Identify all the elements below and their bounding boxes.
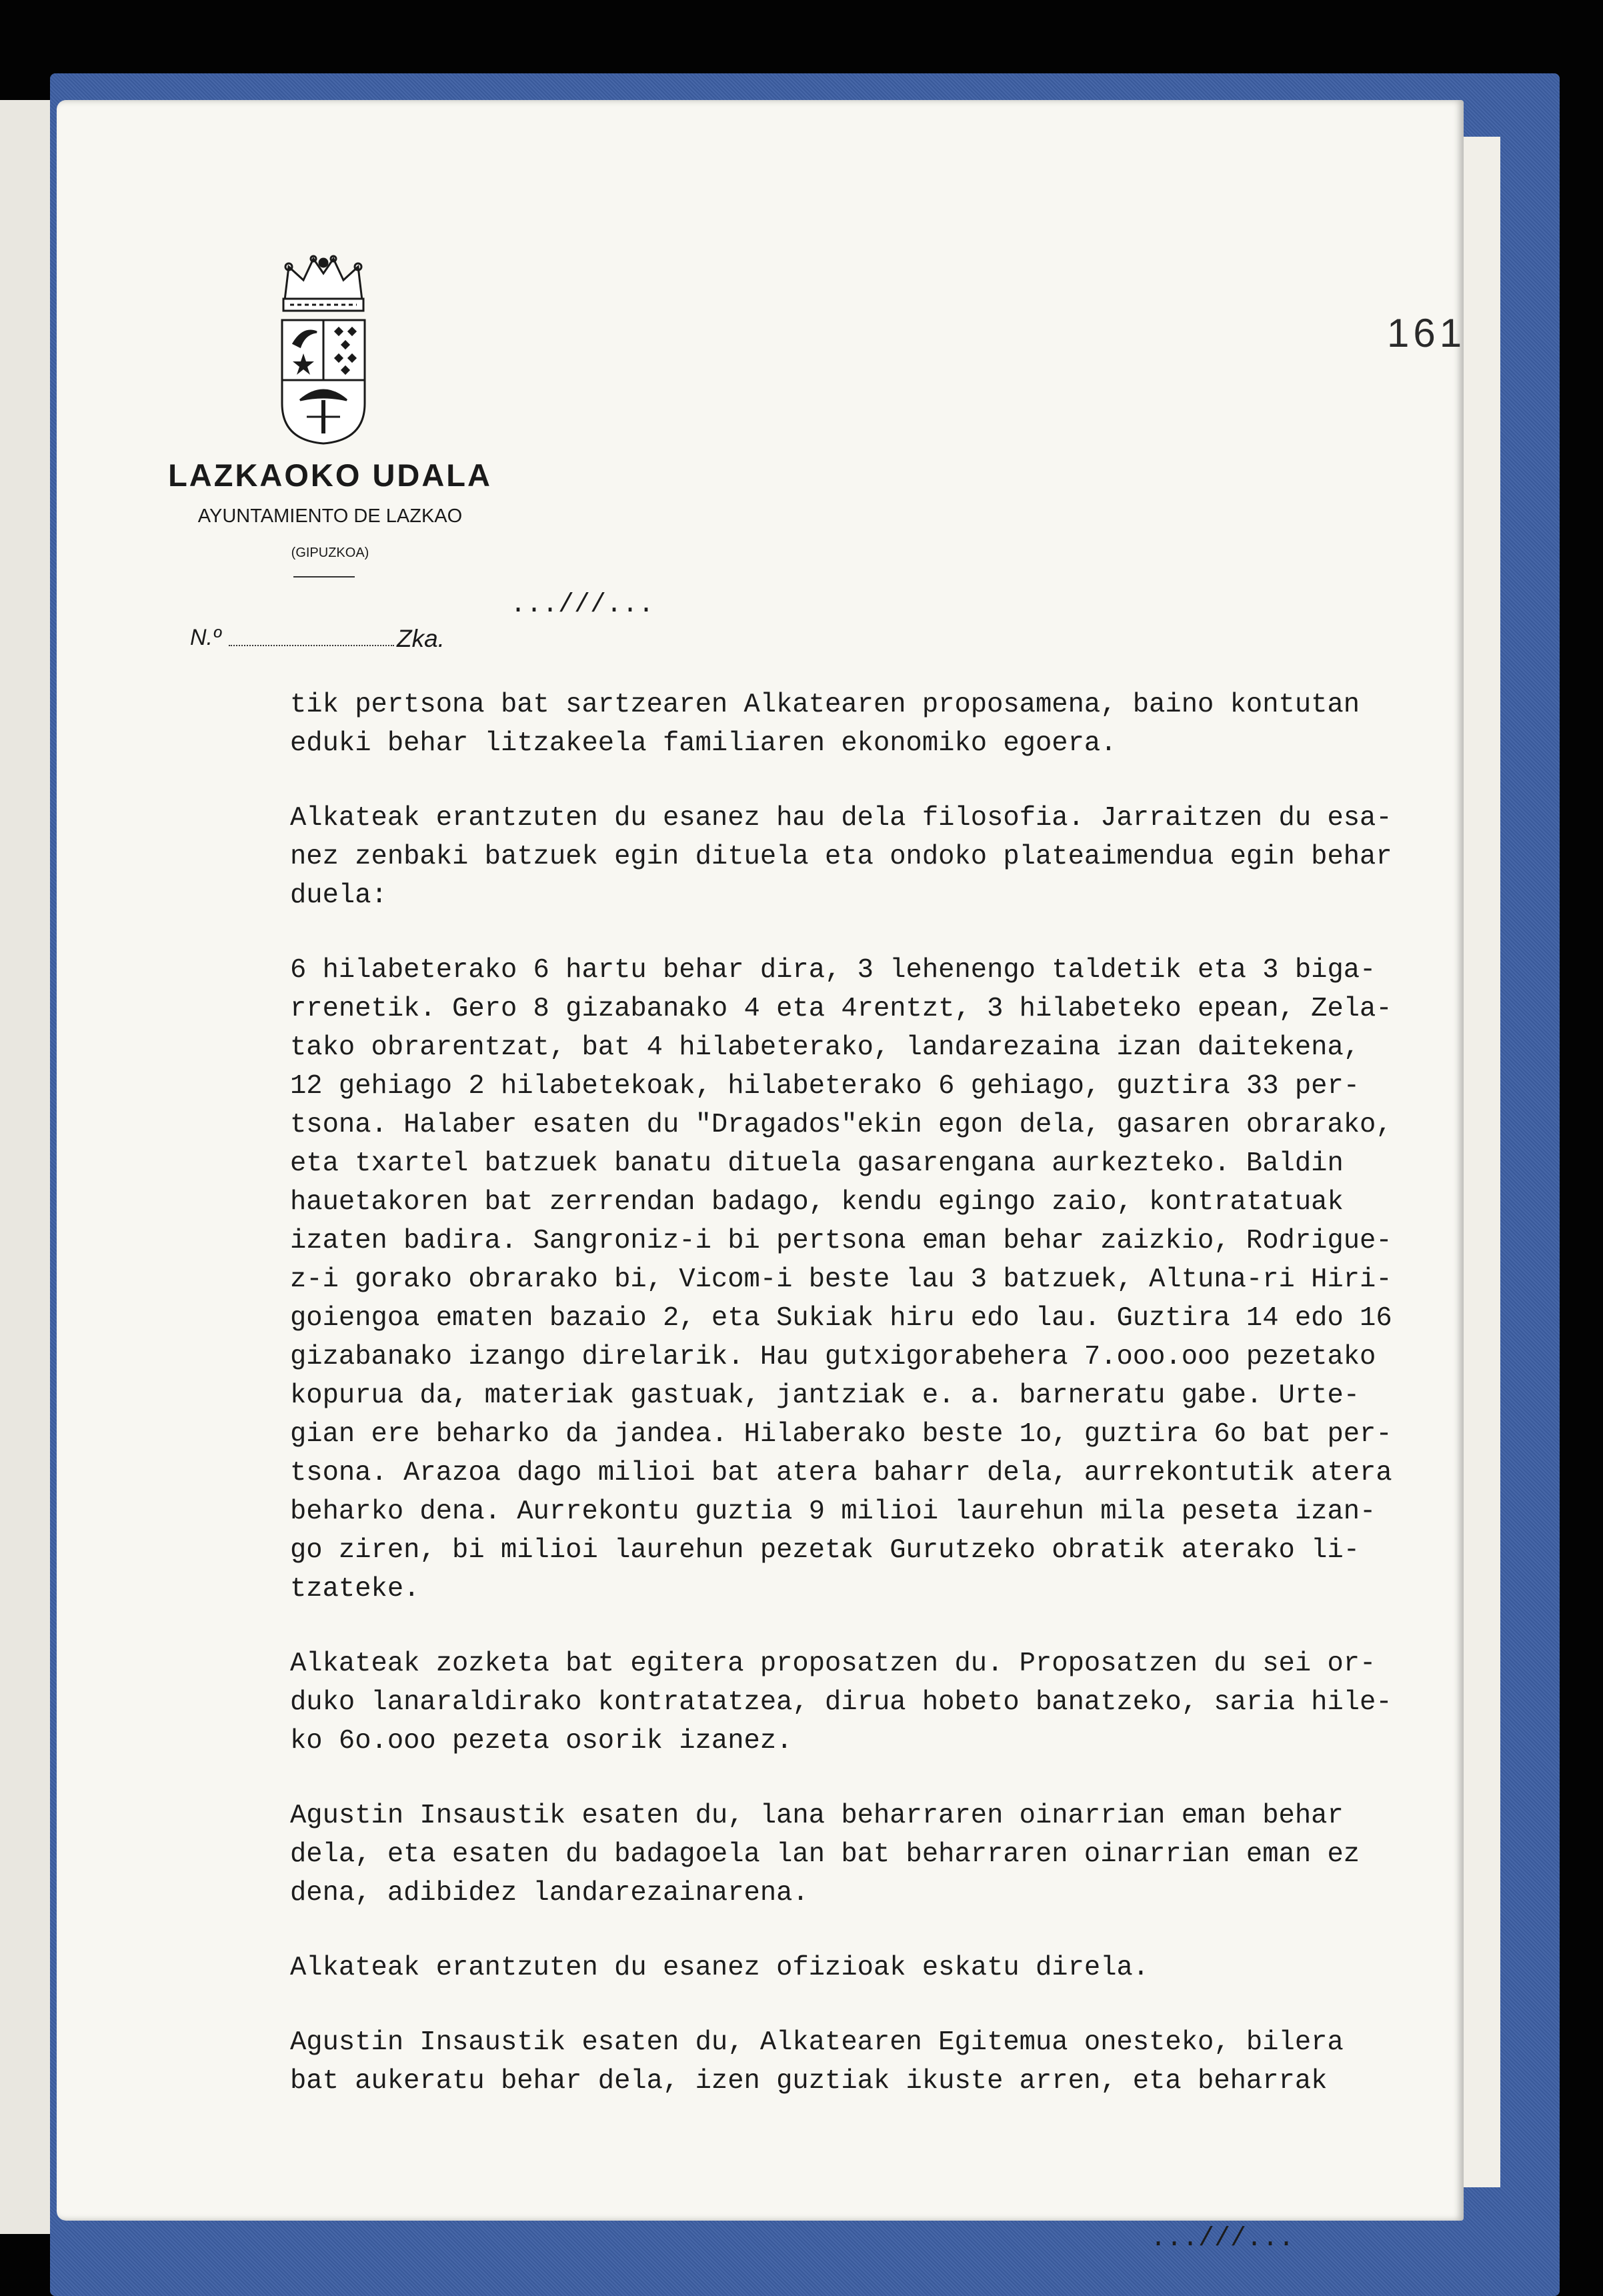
text-line: go ziren, bi milioi laurehun pezetak Gurutzeko obratik aterako li- <box>290 1535 1360 1566</box>
continuation-mark-top: ...///... <box>510 590 655 620</box>
text-line: eta txartel batzuek banatu dituela gasarengana aurkezteko. Baldin <box>290 1148 1344 1179</box>
text-line: 6 hilabeterako 6 hartu behar dira, 3 lehenengo taldetik eta 3 biga- <box>290 955 1376 986</box>
text-line: tzateke. <box>290 1574 420 1604</box>
text-line: beharko dena. Aurrekontu guztia 9 milioi laurehun mila peseta izan- <box>290 1496 1376 1527</box>
paragraph <box>290 1644 1504 1761</box>
text-line: Alkateak erantzuten du esanez hau dela filosofia. Jarraitzen du esa- <box>290 803 1392 834</box>
text-line: duko lanaraldirako kontratatzea, dirua hobeto banatzeko, saria hile- <box>290 1687 1392 1718</box>
text-line: dena, adibidez landarezainarena. <box>290 1878 809 1909</box>
continuation-mark-bottom: ...///... <box>1150 2224 1295 2254</box>
typewritten-body <box>290 686 1504 2137</box>
handwritten-page-number: 161 <box>1387 311 1466 355</box>
letterhead-divider <box>293 576 355 578</box>
text-line: nez zenbaki batzuek egin dituela eta ondoko plateaimendua egin behar <box>290 842 1392 872</box>
text-line: hauetakoren bat zerrendan badago, kendu egingo zaio, kontratatuak <box>290 1187 1344 1218</box>
municipal-coat-of-arms-icon <box>277 253 370 447</box>
paragraph <box>290 1797 1504 1913</box>
text-line: tsona. Arazoa dago milioi bat atera baharr dela, aurrekontutik atera <box>290 1458 1392 1488</box>
text-line: ko 6o.ooo pezeta osorik izanez. <box>290 1726 793 1757</box>
number-field-line <box>229 645 394 646</box>
text-line: tsona. Halaber esaten du "Dragados"ekin egon dela, gasaren obrarako, <box>290 1110 1392 1140</box>
zka-field-label: Zka. <box>397 625 445 652</box>
document-page <box>57 100 1466 2254</box>
text-line: tako obrarentzat, bat 4 hilabeterako, landarezaina izan daitekena, <box>290 1032 1360 1063</box>
text-line: tik pertsona bat sartzearen Alkatearen proposamena, baino kontutan <box>290 690 1360 720</box>
text-line: bat aukeratu behar dela, izen guztiak ikuste arren, eta beharrak <box>290 2066 1328 2097</box>
text-line: 12 gehiago 2 hilabetekoak, hilabeterako 6 gehiago, guztira 33 per- <box>290 1071 1360 1102</box>
number-field-label: N.º <box>190 625 221 650</box>
left-facing-page-edge <box>0 100 50 2234</box>
text-line: izaten badira. Sangroniz-i bi pertsona eman behar zaizkio, Rodrigue- <box>290 1226 1392 1256</box>
text-line: gian ere beharko da jandea. Hilaberako beste 1o, guztira 6o bat per- <box>290 1419 1392 1450</box>
text-line: Agustin Insaustik esaten du, lana beharraren oinarrian eman behar <box>290 1801 1344 1831</box>
text-line: dela, eta esaten du badagoela lan bat beharraren oinarrian eman ez <box>290 1839 1360 1870</box>
text-line: rrenetik. Gero 8 gizabanako 4 eta 4rentzt, 3 hilabeteko epean, Zela- <box>290 994 1392 1024</box>
paragraph <box>290 799 1504 915</box>
text-line: kopurua da, materiak gastuak, jantziak e. a. barneratu gabe. Urte- <box>290 1380 1360 1411</box>
paragraph <box>290 686 1504 763</box>
text-line: Alkateak erantzuten du esanez ofizioak eskatu direla. <box>290 1953 1150 1983</box>
text-line: Agustin Insaustik esaten du, Alkatearen Egitemua onesteko, bilera <box>290 2027 1344 2058</box>
text-line: gizabanako izango direlarik. Hau gutxigorabehera 7.ooo.ooo pezetako <box>290 1342 1376 1372</box>
text-line: duela: <box>290 880 387 911</box>
text-line: Alkateak zozketa bat egitera proposatzen du. Proposatzen du sei or- <box>290 1648 1376 1679</box>
text-line: eduki behar litzakeela familiaren ekonomiko egoera. <box>290 728 1117 759</box>
text-line: z-i gorako obrarako bi, Vicom-i beste lau 3 batzuek, Altuna-ri Hiri- <box>290 1264 1392 1295</box>
province-label: (GIPUZKOA) <box>291 545 369 560</box>
text-line: goiengoa ematen bazaio 2, eta Sukiak hiru edo lau. Guztira 14 edo 16 <box>290 1303 1392 1334</box>
paragraph <box>290 951 1504 1608</box>
paragraph <box>290 1949 1504 1987</box>
organization-subtitle: AYUNTAMIENTO DE LAZKAO <box>197 505 463 527</box>
paragraph <box>290 2023 1504 2101</box>
organization-name: LAZKAOKO UDALA <box>168 457 492 493</box>
